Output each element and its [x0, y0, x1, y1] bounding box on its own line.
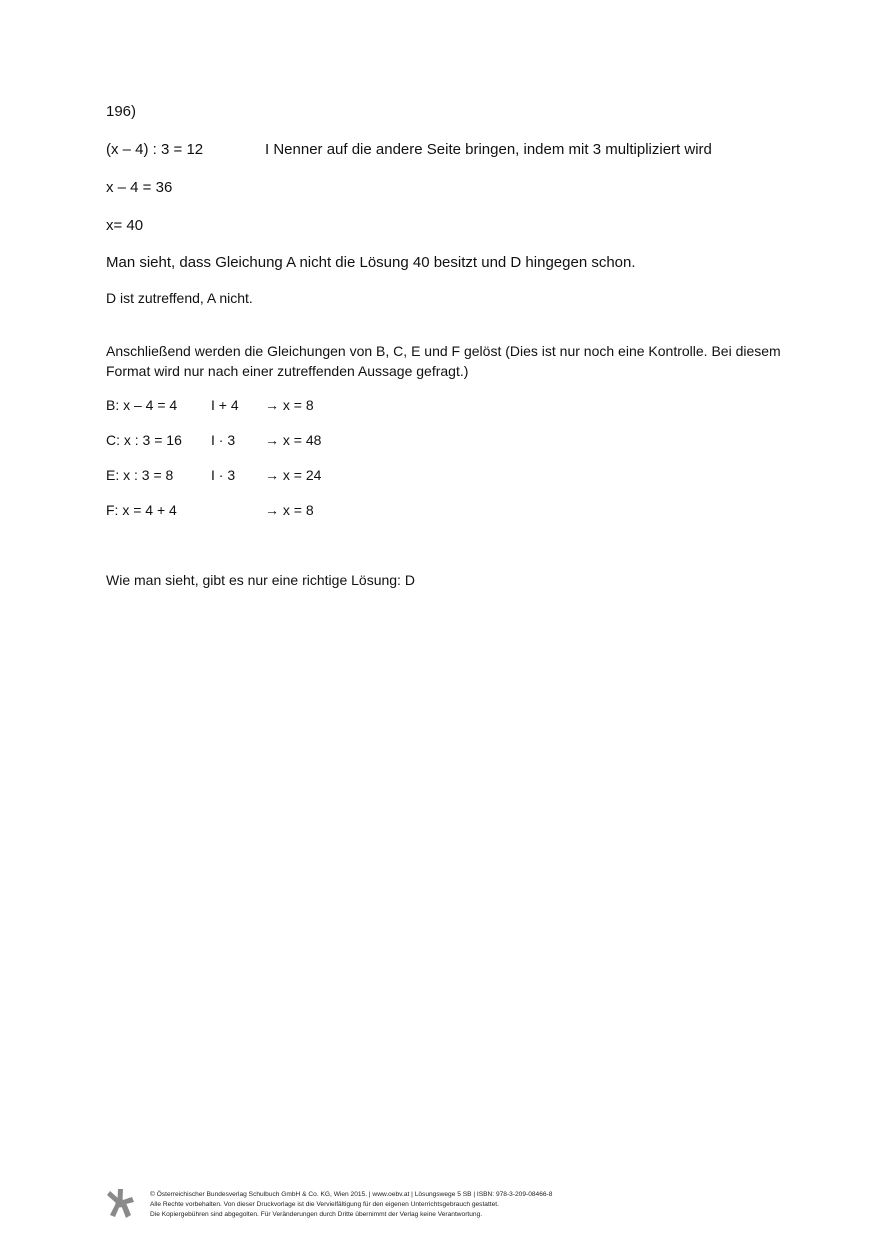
footer-copyright — [150, 1190, 552, 1220]
verdict-text: D ist zutreffend, A nicht. — [106, 290, 253, 306]
check-operation: I · 3 — [211, 467, 236, 483]
task-number: 196) — [106, 103, 137, 120]
observation-text: Man sieht, dass Gleichung A nicht die Lösung 40 besitzt und D hingegen schon. — [106, 254, 636, 271]
check-result: → x = 8 — [265, 502, 314, 518]
equation-step-1: (x – 4) : 3 = 12 — [106, 141, 204, 158]
check-equation: B: x – 4 = 4 — [106, 397, 178, 413]
check-paragraph: Anschließend werden die Gleichungen von B, C, E und F gelöst (Dies ist nur noch eine Kontrolle. Bei diesem Format wird nur nach einer zutreffenden Aussage gefragt.) — [106, 343, 781, 379]
check-equation: F: x = 4 + 4 — [106, 502, 177, 518]
check-result: → x = 8 — [265, 397, 314, 413]
equation-step-1-note: I Nenner auf die andere Seite bringen, indem mit 3 multipliziert wird — [265, 141, 712, 158]
footer-line-2: Alle Rechte vorbehalten. Von dieser Druckvorlage ist die Vervielfältigung für den eigenen Unterrichtsgebrauch gestattet. — [150, 1201, 499, 1208]
equation-step-3: x= 40 — [106, 217, 144, 234]
equation-step-2: x – 4 = 36 — [106, 179, 173, 196]
check-equation: C: x : 3 = 16 — [106, 432, 182, 448]
conclusion-text: Wie man sieht, gibt es nur eine richtige Lösung: D — [106, 572, 415, 588]
check-operation: I · 3 — [211, 432, 236, 448]
oebv-asterisk-logo-icon — [104, 1188, 136, 1220]
footer-line-1: © Österreichischer Bundesverlag Schulbuch GmbH & Co. KG, Wien 2015. | www.oebv.at | Lösungswege 5 SB | ISBN: 978-3-209-08466-8 — [150, 1191, 553, 1198]
check-result: → x = 48 — [265, 432, 322, 448]
footer-line-3: Die Kopiergebühren sind abgegolten. Für Veränderungen durch Dritte übernimmt der Verlag keine Verantwortung. — [150, 1211, 483, 1218]
check-operation: I + 4 — [211, 397, 239, 413]
check-result: → x = 24 — [265, 467, 322, 483]
check-equation: E: x : 3 = 8 — [106, 467, 174, 483]
